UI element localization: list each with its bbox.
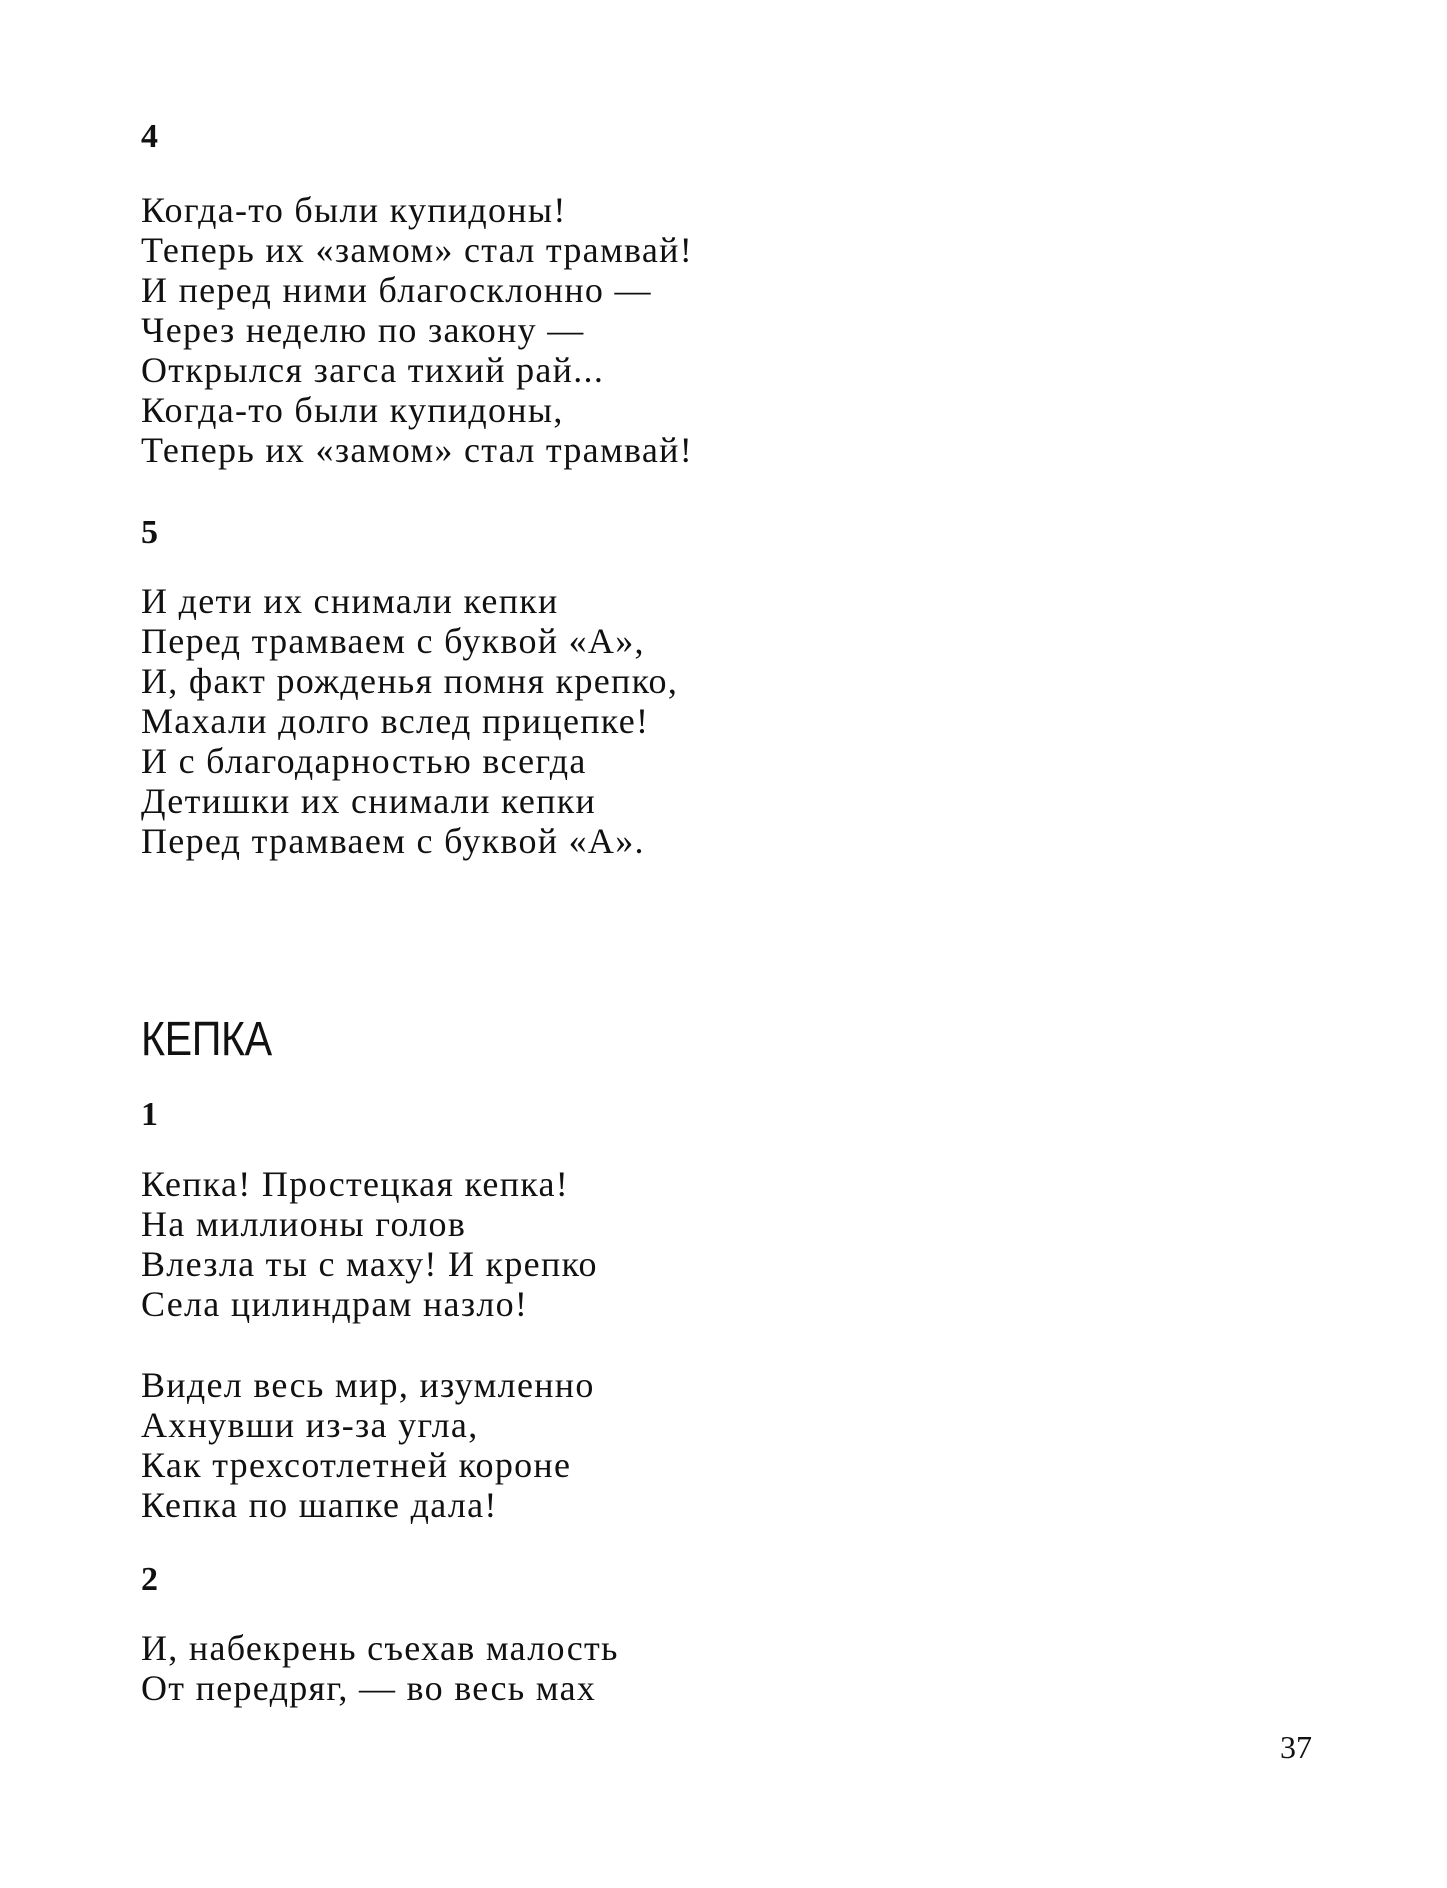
verse-line: Перед трамваем с буквой «А», <box>141 621 645 661</box>
verse-line: Когда-то были купидоны! <box>141 190 567 230</box>
section-number: 5 <box>141 514 158 551</box>
verse-line: Теперь их «замом» стал трамвай! <box>141 230 693 270</box>
verse-line: Открылся загса тихий рай... <box>141 350 605 390</box>
verse-line: И перед ними благосклонно — <box>141 270 652 310</box>
stanza <box>141 1164 598 1324</box>
verse-line: Кепка! Простецкая кепка! <box>141 1164 570 1204</box>
verse-line: Как трехсотлетней короне <box>141 1445 572 1485</box>
section-number: 2 <box>141 1561 158 1598</box>
verse-line: Видел весь мир, изумленно <box>141 1365 595 1405</box>
stanza <box>141 190 693 470</box>
verse-line: И дети их снимали кепки <box>141 581 559 621</box>
verse-line: Когда-то были купидоны, <box>141 390 564 430</box>
verse-line: И, набекрень съехав малость <box>141 1628 619 1668</box>
verse-line: Теперь их «замом» стал трамвай! <box>141 430 693 470</box>
stanza <box>141 1365 595 1525</box>
page-number: 37 <box>1280 1729 1312 1765</box>
verse-line: Детишки их снимали кепки <box>141 781 597 821</box>
stanza <box>141 1628 619 1708</box>
verse-line: На миллионы голов <box>141 1204 467 1244</box>
section-number: 1 <box>141 1096 158 1133</box>
verse-line: Ахнувши из-за угла, <box>141 1405 479 1445</box>
verse-line: И, факт рожденья помня крепко, <box>141 661 679 701</box>
poem-title: КЕПКА <box>141 1013 272 1066</box>
verse-line: Села цилиндрам назло! <box>141 1284 529 1324</box>
stanza <box>141 581 678 861</box>
verse-line: Кепка по шапке дала! <box>141 1485 498 1525</box>
verse-line: Махали долго вслед прицепке! <box>141 701 650 741</box>
verse-line: От передряг, — во весь мах <box>141 1668 597 1708</box>
section-number: 4 <box>141 118 158 155</box>
verse-line: Через неделю по закону — <box>141 310 585 350</box>
verse-line: И с благодарностью всегда <box>141 741 587 781</box>
verse-line: Перед трамваем с буквой «А». <box>141 821 645 861</box>
verse-line: Влезла ты с маху! И крепко <box>141 1244 598 1284</box>
